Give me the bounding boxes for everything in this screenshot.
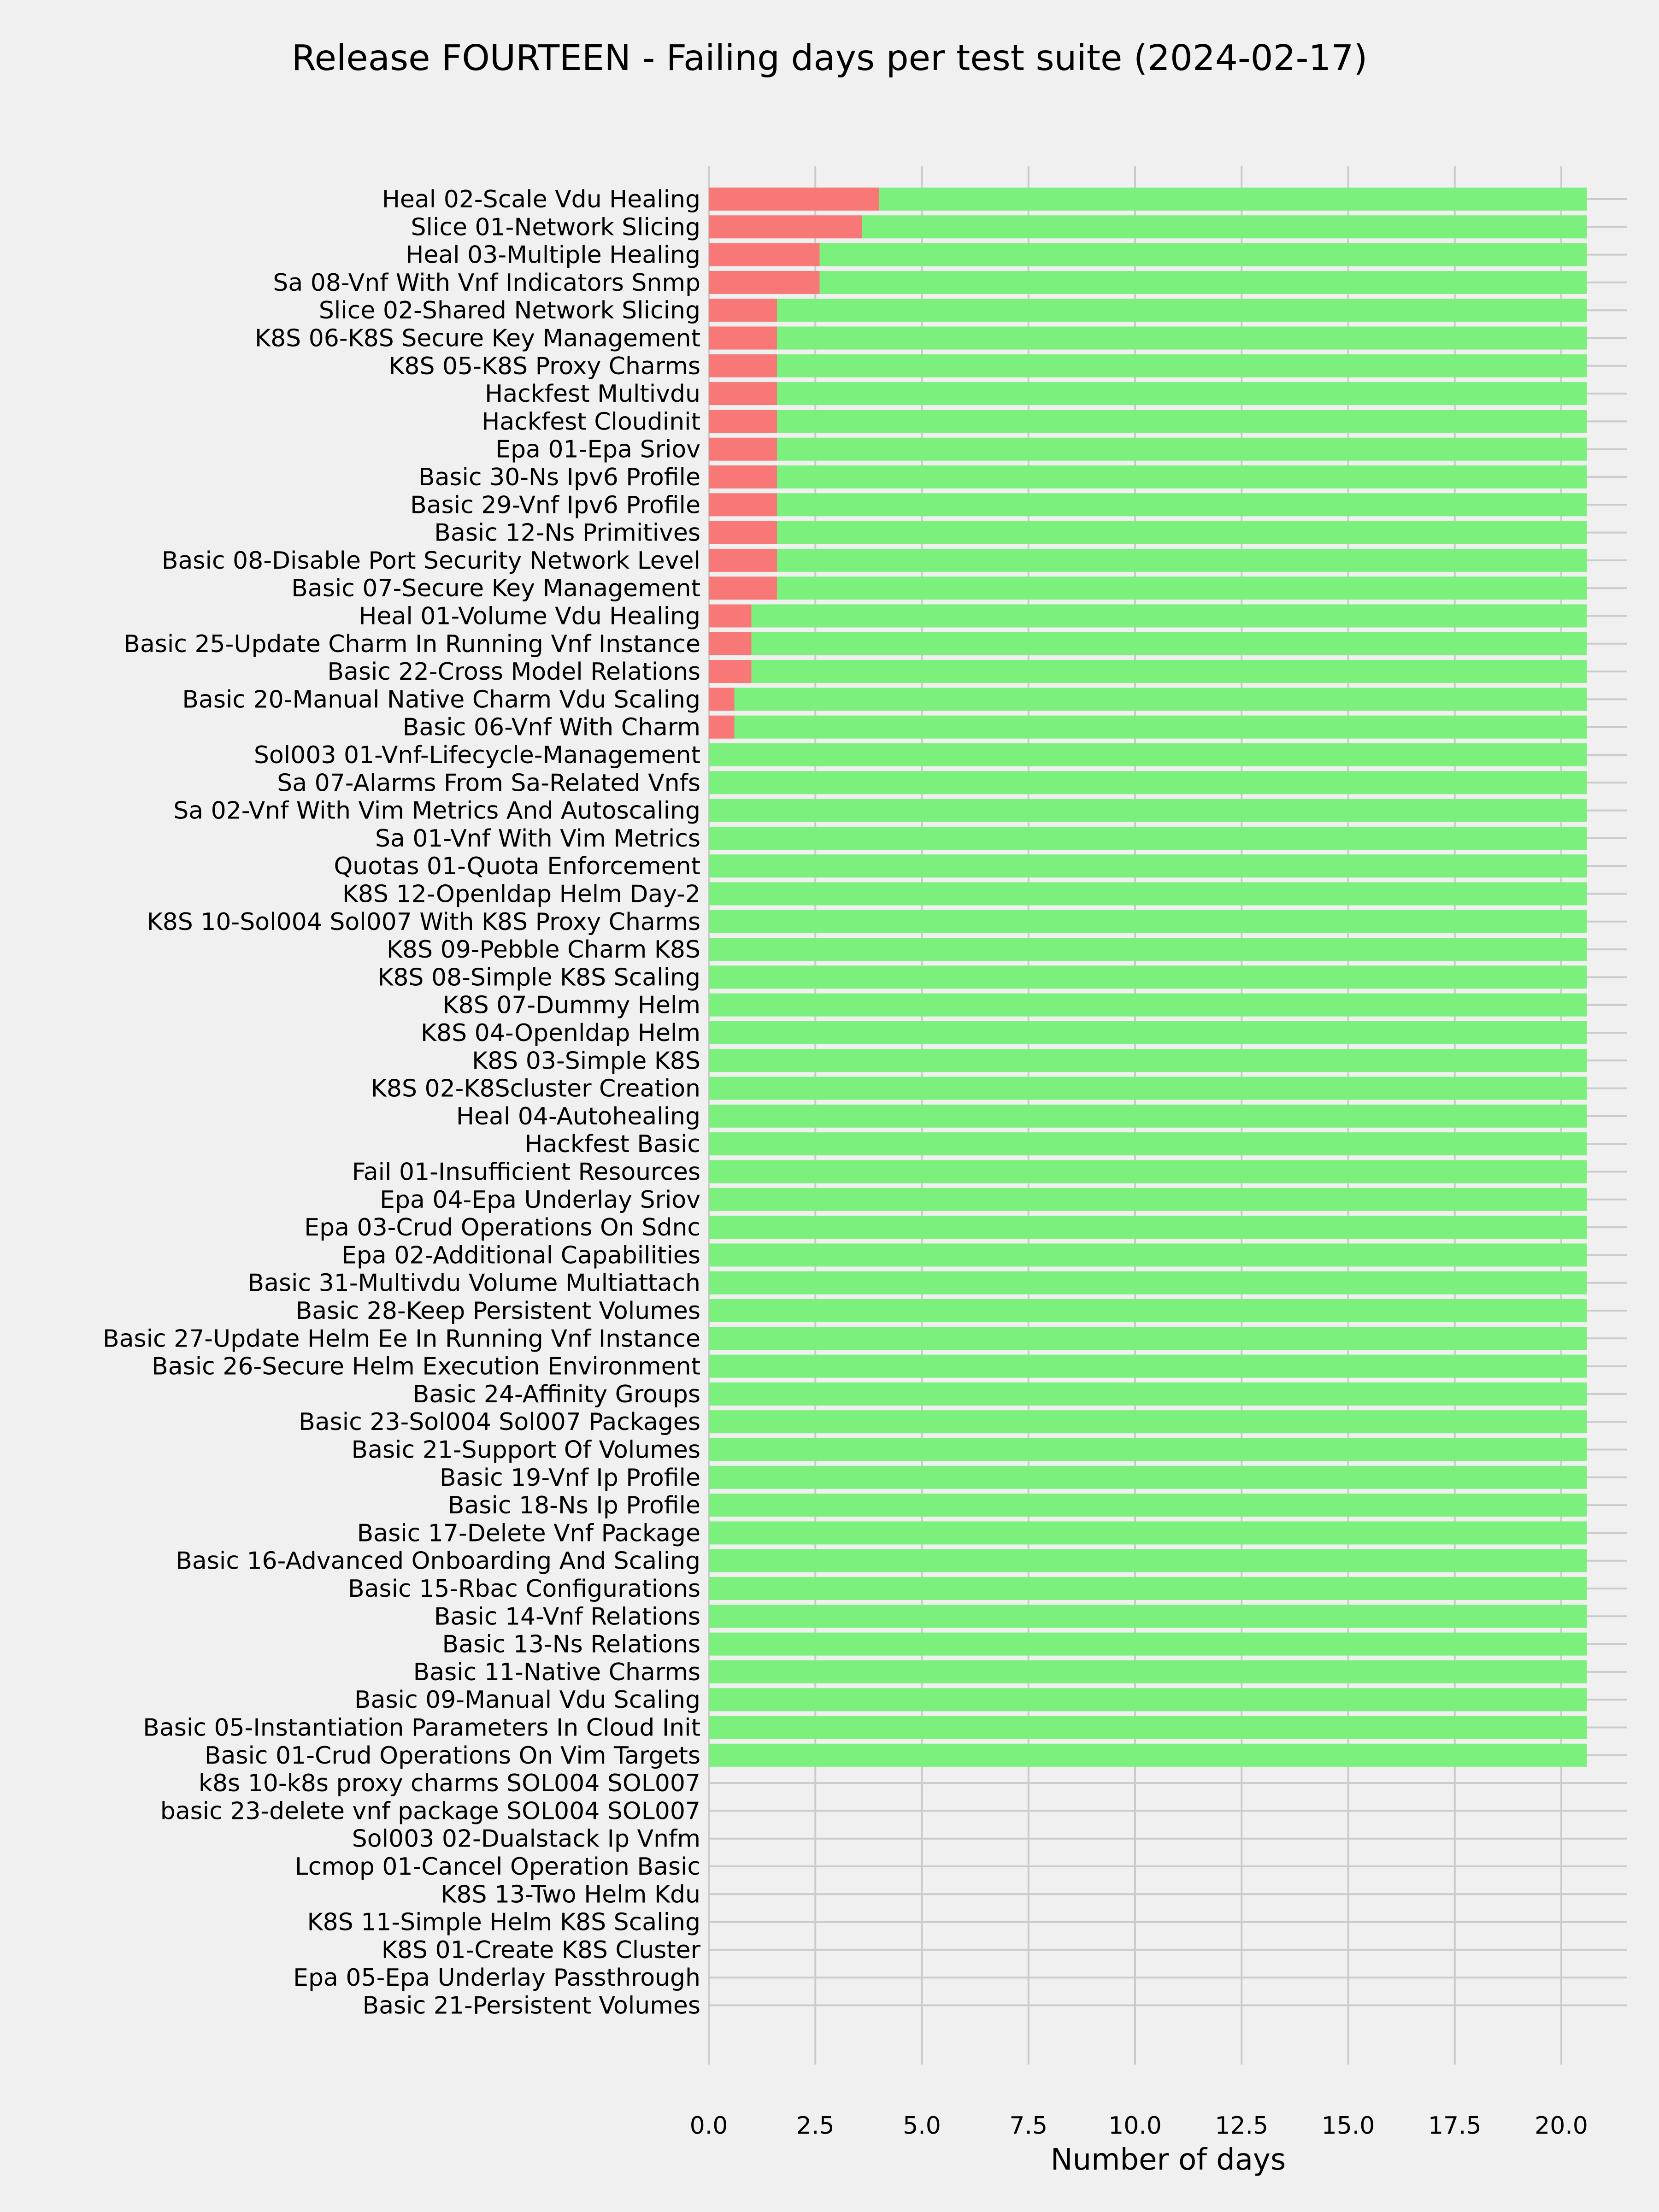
category-label: K8S 08-Simple K8S Scaling xyxy=(377,964,700,992)
x-tick-label: 5.0 xyxy=(903,2112,941,2140)
bar-passing-days xyxy=(709,1077,1587,1100)
category-label: K8S 07-Dummy Helm xyxy=(442,991,700,1019)
category-label: Basic 11-Native Charms xyxy=(413,1658,700,1686)
category-label: Basic 12-Ns Primitives xyxy=(434,519,700,547)
bar-passing-days xyxy=(752,660,1587,683)
category-label: K8S 10-Sol004 Sol007 With K8S Proxy Charms xyxy=(147,908,700,936)
bar-passing-days xyxy=(777,327,1587,350)
bar-passing-days xyxy=(709,1216,1587,1239)
category-label: Basic 23-Sol004 Sol007 Packages xyxy=(299,1408,700,1436)
category-label: Sa 08-Vnf With Vnf Indicators Snmp xyxy=(273,269,700,297)
bar-passing-days xyxy=(735,688,1587,711)
bar-failing-days xyxy=(709,188,879,211)
category-label: K8S 02-K8Scluster Creation xyxy=(371,1075,700,1103)
category-label: K8S 06-K8S Secure Key Management xyxy=(254,324,700,353)
category-label: K8S 12-Openldap Helm Day-2 xyxy=(342,880,700,908)
bar-failing-days xyxy=(709,577,777,600)
category-label: Basic 25-Update Charm In Running Vnf Instance xyxy=(124,630,700,658)
category-label: Hackfest Basic xyxy=(524,1130,700,1159)
bar-passing-days xyxy=(777,549,1587,572)
bar-passing-days xyxy=(709,938,1587,961)
bar-passing-days xyxy=(709,1633,1587,1656)
bar-passing-days xyxy=(709,799,1587,822)
category-label: Basic 17-Delete Vnf Package xyxy=(357,1519,700,1547)
bar-passing-days xyxy=(709,1355,1587,1378)
bar-passing-days xyxy=(709,1494,1587,1517)
bar-passing-days xyxy=(709,1327,1587,1350)
category-label: Quotas 01-Quota Enforcement xyxy=(334,853,700,881)
category-label: Sol003 01-Vnf-Lifecycle-Management xyxy=(253,741,700,769)
category-label: k8s 10-k8s proxy charms SOL004 SOL007 xyxy=(198,1770,700,1798)
bar-passing-days xyxy=(752,605,1587,628)
x-tick-label: 12.5 xyxy=(1215,2112,1269,2140)
bar-passing-days xyxy=(820,271,1587,294)
bar-failing-days xyxy=(709,215,862,238)
bar-passing-days xyxy=(777,465,1587,488)
bar-passing-days xyxy=(709,1299,1587,1322)
bar-failing-days xyxy=(709,327,777,350)
bar-passing-days xyxy=(709,1438,1587,1461)
category-label: Sol003 02-Dualstack Ip Vnfm xyxy=(352,1825,700,1853)
category-label: K8S 09-Pebble Charm K8S xyxy=(386,936,700,964)
bar-passing-days xyxy=(709,1160,1587,1183)
category-label: Basic 27-Update Helm Ee In Running Vnf Instance xyxy=(102,1325,700,1353)
category-label: Basic 01-Crud Operations On Vim Targets xyxy=(204,1741,700,1770)
bar-passing-days xyxy=(709,854,1587,877)
x-tick-label: 20.0 xyxy=(1535,2112,1588,2140)
category-label: Heal 03-Multiple Healing xyxy=(406,241,700,269)
bar-failing-days xyxy=(709,243,820,266)
category-label: Basic 15-Rbac Configurations xyxy=(348,1575,700,1603)
bar-failing-days xyxy=(709,660,752,683)
category-label: Basic 31-Multivdu Volume Multiattach xyxy=(247,1269,700,1297)
category-label: Basic 08-Disable Port Security Network Level xyxy=(161,547,700,575)
bar-failing-days xyxy=(709,271,820,294)
x-tick-label: 15.0 xyxy=(1321,2112,1375,2140)
category-label: Basic 24-Affinity Groups xyxy=(412,1380,700,1408)
bar-passing-days xyxy=(709,1521,1587,1544)
x-tick-label: 0.0 xyxy=(689,2112,728,2140)
bar-passing-days xyxy=(709,965,1587,988)
category-label: K8S 01-Create K8S Cluster xyxy=(381,1936,700,1964)
category-label: K8S 11-Simple Helm K8S Scaling xyxy=(307,1908,700,1936)
x-tick-label: 17.5 xyxy=(1428,2112,1482,2140)
category-label: K8S 05-K8S Proxy Charms xyxy=(388,352,700,380)
category-label: Basic 21-Support Of Volumes xyxy=(351,1436,700,1464)
category-label: Fail 01-Insufficient Resources xyxy=(352,1158,700,1186)
bar-passing-days xyxy=(709,827,1587,850)
category-label: Basic 06-Vnf With Charm xyxy=(402,713,700,741)
bar-passing-days xyxy=(709,1549,1587,1572)
category-labels xyxy=(103,186,701,2020)
bar-failing-days xyxy=(709,493,777,516)
bar-passing-days xyxy=(709,1605,1587,1628)
category-label: Slice 02-Shared Network Slicing xyxy=(318,297,700,325)
category-label: Basic 20-Manual Native Charm Vdu Scaling xyxy=(182,686,700,714)
category-label: basic 23-delete vnf package SOL004 SOL007 xyxy=(160,1797,700,1825)
bar-passing-days xyxy=(709,771,1587,794)
bar-passing-days xyxy=(709,1688,1587,1711)
x-tick-label: 10.0 xyxy=(1108,2112,1162,2140)
bar-failing-days xyxy=(709,299,777,322)
bar-passing-days xyxy=(709,1744,1587,1767)
bar-passing-days xyxy=(777,438,1587,461)
category-label: Basic 22-Cross Model Relations xyxy=(327,658,700,686)
category-label: Hackfest Multivdu xyxy=(485,380,700,408)
bar-failing-days xyxy=(709,632,752,655)
category-label: Basic 09-Manual Vdu Scaling xyxy=(354,1686,700,1714)
category-label: Slice 01-Network Slicing xyxy=(411,213,700,241)
category-label: Epa 04-Epa Underlay Sriov xyxy=(380,1186,700,1214)
category-label: Epa 03-Crud Operations On Sdnc xyxy=(304,1214,700,1242)
bar-passing-days xyxy=(709,1577,1587,1600)
bar-passing-days xyxy=(709,1021,1587,1044)
category-label: Basic 05-Instantiation Parameters In Cloud Init xyxy=(143,1714,700,1742)
bar-passing-days xyxy=(709,1382,1587,1406)
bar-passing-days xyxy=(709,1132,1587,1155)
bar-failing-days xyxy=(709,549,777,572)
x-tick-labels xyxy=(690,2112,1588,2140)
category-label: Sa 01-Vnf With Vim Metrics xyxy=(375,824,700,853)
category-label: Basic 28-Keep Persistent Volumes xyxy=(295,1297,700,1325)
bar-passing-days xyxy=(709,1243,1587,1266)
chart-title: Release FOURTEEN - Failing days per test suite (2024-02-17) xyxy=(291,38,1368,79)
bar-passing-days xyxy=(709,882,1587,906)
bar-failing-days xyxy=(709,438,777,461)
category-label: Basic 19-Vnf Ip Profile xyxy=(439,1464,700,1492)
category-label: Heal 01-Volume Vdu Healing xyxy=(359,602,700,630)
category-label: Basic 21-Persistent Volumes xyxy=(362,1992,700,2020)
bar-failing-days xyxy=(709,465,777,488)
category-label: Basic 13-Ns Relations xyxy=(442,1630,700,1659)
category-label: Basic 29-Vnf Ipv6 Profile xyxy=(410,491,700,519)
category-label: Basic 16-Advanced Onboarding And Scaling xyxy=(176,1547,700,1575)
category-label: K8S 03-Simple K8S xyxy=(472,1047,700,1075)
bar-failing-days xyxy=(709,521,777,544)
category-label: Basic 30-Ns Ipv6 Profile xyxy=(418,464,700,491)
category-label: K8S 04-Openldap Helm xyxy=(420,1019,700,1047)
category-label: K8S 13-Two Helm Kdu xyxy=(441,1881,700,1909)
x-tick-label: 7.5 xyxy=(1009,2112,1048,2140)
category-label: Basic 07-Secure Key Management xyxy=(291,575,700,603)
category-label: Epa 01-Epa Sriov xyxy=(495,435,700,464)
bar-failing-days xyxy=(709,605,752,628)
bar-failing-days xyxy=(709,354,777,377)
bar-passing-days xyxy=(709,1466,1587,1489)
bar-passing-days xyxy=(709,743,1587,766)
bar-passing-days xyxy=(709,1105,1587,1128)
bar-passing-days xyxy=(777,577,1587,600)
bar-passing-days xyxy=(752,632,1587,655)
bar-passing-days xyxy=(777,354,1587,377)
bar-passing-days xyxy=(777,521,1587,544)
bar-passing-days xyxy=(777,299,1587,322)
category-label: Sa 02-Vnf With Vim Metrics And Autoscaling xyxy=(173,797,700,825)
category-label: Basic 26-Secure Helm Execution Environment xyxy=(152,1353,700,1381)
bar-passing-days xyxy=(709,1188,1587,1211)
bar-passing-days xyxy=(709,1049,1587,1072)
category-label: Heal 02-Scale Vdu Healing xyxy=(382,186,700,213)
x-axis-label: Number of days xyxy=(1050,2143,1286,2177)
bar-passing-days xyxy=(709,910,1587,933)
bar-passing-days xyxy=(735,716,1587,739)
category-label: Lcmop 01-Cancel Operation Basic xyxy=(294,1853,700,1881)
bar-passing-days xyxy=(862,215,1587,238)
bar-failing-days xyxy=(709,688,735,711)
bar-failing-days xyxy=(709,410,777,433)
category-label: Hackfest Cloudinit xyxy=(482,408,700,436)
bar-passing-days xyxy=(709,1716,1587,1739)
bar-failing-days xyxy=(709,716,735,739)
bar-passing-days xyxy=(709,1410,1587,1433)
bar-passing-days xyxy=(709,1660,1587,1683)
bar-passing-days xyxy=(820,243,1587,266)
x-tick-label: 2.5 xyxy=(796,2112,835,2140)
bar-passing-days xyxy=(777,382,1587,405)
category-label: Sa 07-Alarms From Sa-Related Vnfs xyxy=(277,769,700,797)
category-label: Basic 14-Vnf Relations xyxy=(434,1603,700,1631)
bar-passing-days xyxy=(709,994,1587,1017)
bar-passing-days xyxy=(777,493,1587,516)
category-label: Basic 18-Ns Ip Profile xyxy=(447,1492,700,1520)
category-label: Epa 02-Additional Capabilities xyxy=(341,1241,700,1270)
bar-failing-days xyxy=(709,382,777,405)
bar-passing-days xyxy=(777,410,1587,433)
category-label: Heal 04-Autohealing xyxy=(456,1102,700,1130)
bar-passing-days xyxy=(879,188,1587,211)
bars-layer xyxy=(709,188,1587,1767)
category-label: Epa 05-Epa Underlay Passthrough xyxy=(293,1964,700,1992)
bar-passing-days xyxy=(709,1271,1587,1294)
